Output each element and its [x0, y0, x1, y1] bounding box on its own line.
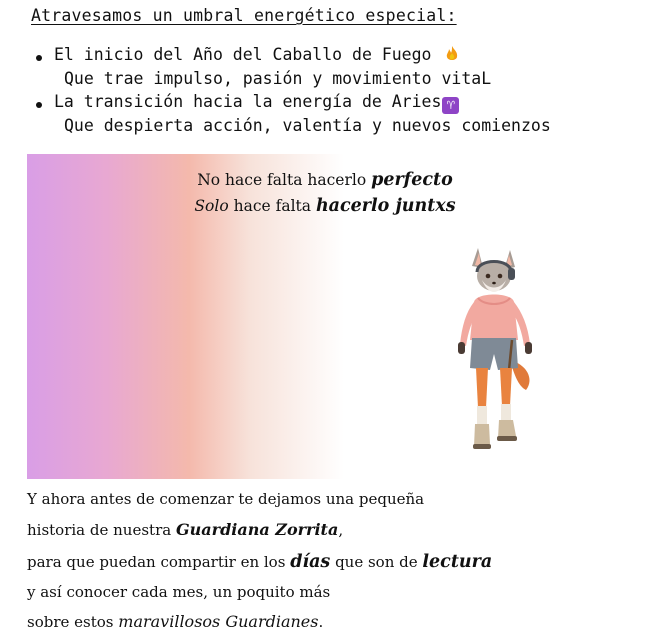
quote-text: No hace falta hacerlo	[197, 171, 367, 189]
story-emphasis: días	[290, 552, 331, 572]
story-line-4: y así conocer cada mes, un poquito más	[27, 583, 331, 601]
bullet-dot	[36, 55, 42, 61]
bullet-dot	[36, 102, 42, 108]
quote-emphasis: hacerlo juntxs	[315, 196, 456, 216]
bullet-title-1: El inicio del Año del Caballo de Fuego	[54, 45, 432, 64]
fox-guardian-illustration	[448, 240, 540, 462]
story-line-3	[27, 552, 492, 572]
story-text: historia de nuestra	[27, 521, 172, 539]
story-italic: maravillosos Guardianes	[118, 612, 319, 631]
story-line-5	[27, 612, 323, 631]
section-heading: Atravesamos un umbral energético especial:	[31, 6, 457, 25]
story-text: para que puedan compartir en los	[27, 553, 286, 571]
bullet-subtitle-2: Que despierta acción, valentía y nuevos comienzos	[64, 116, 551, 135]
story-text: .	[318, 613, 324, 631]
story-emphasis: Guardiana Zorrita	[175, 520, 339, 539]
quote-text: hace falta	[233, 197, 312, 215]
quote-line-1	[110, 170, 540, 190]
bullet-item-1	[54, 45, 459, 64]
story-line-1: Y ahora antes de comenzar te dejamos una pequeña	[27, 490, 425, 508]
story-emphasis: lectura	[422, 552, 493, 572]
fire-icon	[445, 46, 459, 62]
aries-icon: ♈	[442, 97, 459, 114]
story-text: que son de	[335, 553, 418, 571]
story-text: sobre estos	[27, 613, 114, 631]
story-text: ,	[338, 521, 344, 539]
bullet-subtitle-1: Que trae impulso, pasión y movimiento vitaL	[64, 69, 492, 88]
quote-emphasis: perfecto	[371, 170, 453, 190]
story-line-2	[27, 520, 343, 539]
bullet-item-2	[54, 92, 459, 114]
bullet-title-2: La transición hacia la energía de Aries	[54, 92, 442, 111]
quote-line-2	[110, 196, 540, 216]
quote-italic: Solo	[194, 197, 229, 215]
